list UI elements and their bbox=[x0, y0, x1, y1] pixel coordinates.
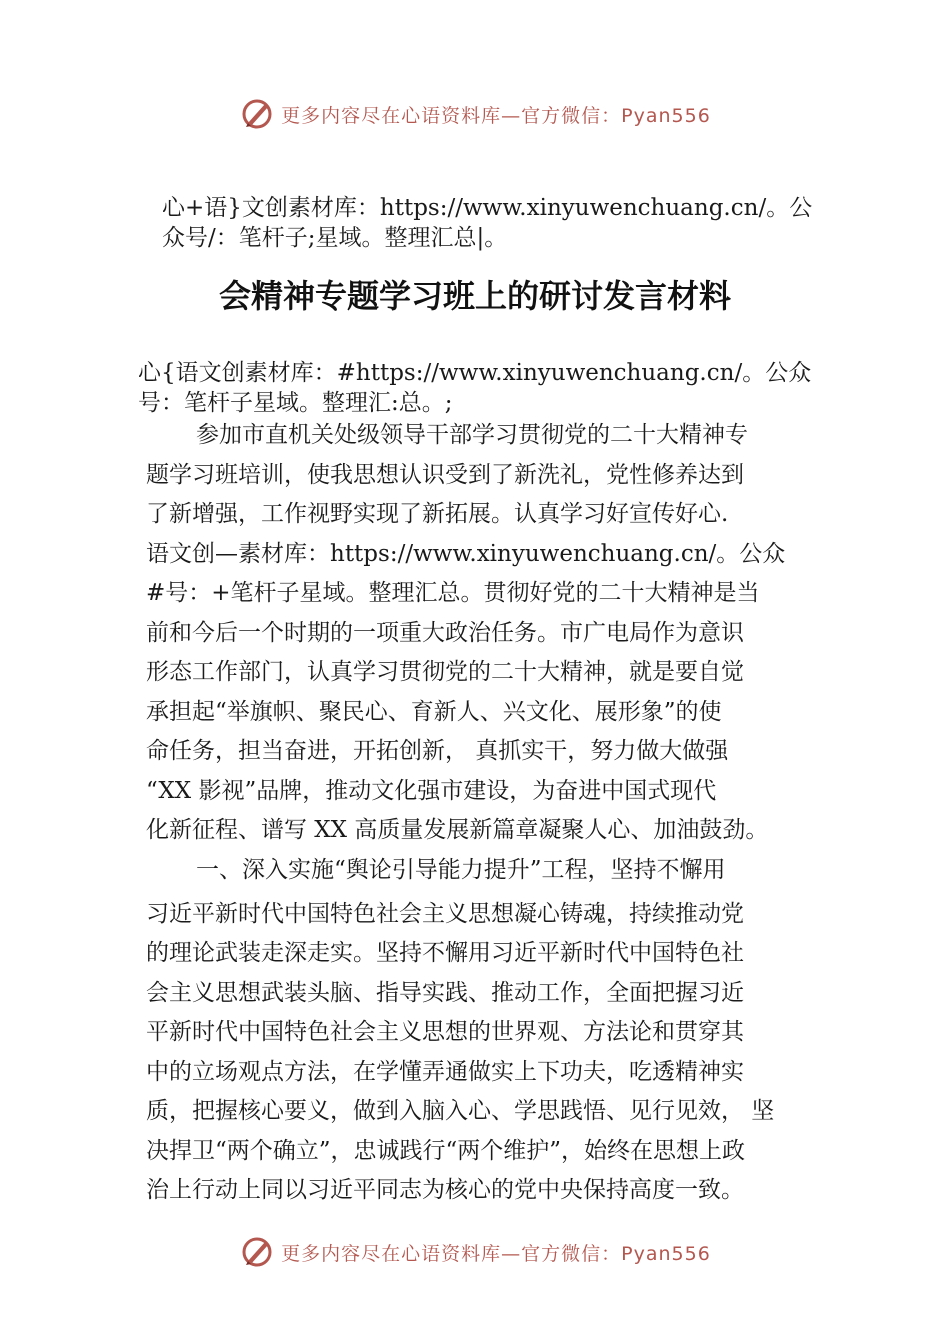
body-line: 平新时代中国特色社会主义思想的世界观、方法论和贯穿其 bbox=[146, 1019, 744, 1045]
header-note-line: 众号/：笔杆子;星域。整理汇总|。 bbox=[162, 225, 508, 251]
body-line: #号：+笔杆子星域。整理汇总。贯彻好党的二十大精神是当 bbox=[146, 580, 760, 606]
body-line: 号：笔杆子星域。整理汇:总。; bbox=[138, 390, 453, 416]
body-line: 了新增强，工作视野实现了新拓展。认真学习好宣传好心. bbox=[146, 501, 729, 527]
body-line: “XX 影视”品牌，推动文化强市建设，为奋进中国式现代 bbox=[146, 778, 717, 804]
body-line: 命任务，担当奋进，开拓创新， 真抓实干，努力做大做强 bbox=[146, 738, 729, 764]
pen-logo-icon bbox=[239, 1234, 275, 1270]
body-line: 会主义思想武装头脑、指导实践、推动工作，全面把握习近 bbox=[146, 980, 744, 1006]
body-line: 参加市直机关处级领导干部学习贯彻党的二十大精神专 bbox=[196, 422, 748, 448]
banner-wechat-id: Pyan556 bbox=[621, 104, 711, 127]
body-line: 前和今后一个时期的一项重大政治任务。市广电局作为意识 bbox=[146, 620, 744, 646]
body-line: 形态工作部门，认真学习贯彻党的二十大精神，就是要自觉 bbox=[146, 659, 744, 685]
body-line: 治上行动上同以习近平同志为核心的党中央保持高度一致。 bbox=[146, 1177, 744, 1203]
body-line: 承担起“举旗帜、聚民心、育新人、兴文化、展形象”的使 bbox=[146, 699, 722, 725]
header-note-line: 心+语}文创素材库：https://www.xinyuwenchuang.cn/。公 bbox=[162, 195, 813, 221]
body-line: 一、深入实施“舆论引导能力提升”工程，坚持不懈用 bbox=[196, 857, 726, 883]
body-line: 质，把握核心要义，做到入脑入心、学思践悟、见行见效， 坚 bbox=[146, 1098, 775, 1124]
body-line: 中的立场观点方法，在学懂弄通做实上下功夫，吃透精神实 bbox=[146, 1059, 744, 1085]
footer-banner bbox=[0, 1232, 950, 1272]
banner-label: 更多内容尽在心语资料库—官方微信： bbox=[281, 104, 622, 127]
body-line: 的理论武装走深走实。坚持不懈用习近平新时代中国特色社 bbox=[146, 940, 744, 966]
banner-text bbox=[281, 1239, 711, 1266]
body-line: 化新征程、谱写 XX 高质量发展新篇章凝聚人心、加油鼓劲。 bbox=[146, 817, 769, 843]
body-line: 决捍卫“两个确立”，忠诚践行“两个维护”，始终在思想上政 bbox=[146, 1138, 746, 1164]
document-title: 会精神专题学习班上的研讨发言材料 bbox=[218, 277, 731, 315]
banner-wechat-id: Pyan556 bbox=[621, 1242, 711, 1265]
banner-label: 更多内容尽在心语资料库—官方微信： bbox=[281, 1242, 622, 1265]
body-line: 心{语文创素材库：#https://www.xinyuwenchuang.cn/。公众 bbox=[138, 360, 812, 386]
body-line: 语文创—素材库：https://www.xinyuwenchuang.cn/。公众 bbox=[146, 541, 786, 567]
body-line: 习近平新时代中国特色社会主义思想凝心铸魂，持续推动党 bbox=[146, 901, 744, 927]
body-line: 题学习班培训，使我思想认识受到了新洗礼，党性修养达到 bbox=[146, 462, 744, 488]
